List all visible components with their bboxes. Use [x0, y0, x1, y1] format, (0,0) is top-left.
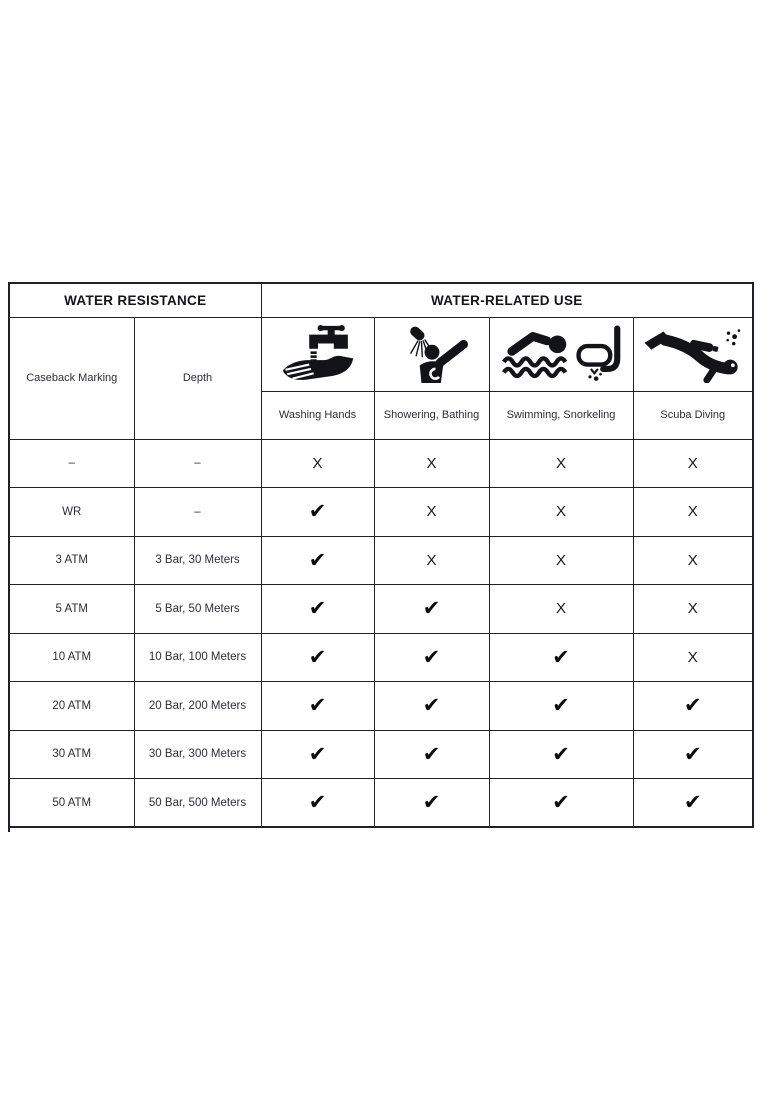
showering-bathing-icon-cell [374, 317, 489, 391]
scuba-diving-mark-cell: X [633, 585, 753, 634]
depth-cell: – [134, 488, 261, 537]
washing-hands-mark-cell: ✔ [261, 633, 374, 682]
depth-cell: 5 Bar, 50 Meters [134, 585, 261, 634]
scuba-diving-mark-cell: X [633, 536, 753, 585]
caseback-marking-cell: WR [9, 488, 134, 537]
showering-bathing-mark-cell: ✔ [374, 682, 489, 731]
washing-hands-icon-cell [261, 317, 374, 391]
swimming-snorkeling-icon-cell [489, 317, 633, 391]
swimming-snorkeling-mark-cell: X [489, 536, 633, 585]
swimming-snorkeling-mark-cell: X [489, 439, 633, 488]
washing-hands-mark-cell: ✔ [261, 488, 374, 537]
showering-bathing-mark-cell: ✔ [374, 730, 489, 779]
depth-cell: 20 Bar, 200 Meters [134, 682, 261, 731]
washing-hands-mark-cell: ✔ [261, 585, 374, 634]
scuba-diving-mark-cell: X [633, 633, 753, 682]
showering-bathing-mark-cell: X [374, 536, 489, 585]
table-row [9, 779, 753, 828]
icon-row [9, 317, 753, 391]
caseback-marking-cell: 30 ATM [9, 730, 134, 779]
swimming-snorkeling-mark-cell: ✔ [489, 779, 633, 828]
depth-cell: 10 Bar, 100 Meters [134, 633, 261, 682]
depth-cell: 3 Bar, 30 Meters [134, 536, 261, 585]
caseback-marking-cell: 50 ATM [9, 779, 134, 828]
washing-hands-mark-cell: X [261, 439, 374, 488]
water-related-use-header: WATER-RELATED USE [261, 283, 753, 317]
scuba-diving-mark-cell: X [633, 488, 753, 537]
showering-bathing-label: Showering, Bathing [374, 391, 489, 439]
swimming-snorkeling-mark-cell: ✔ [489, 633, 633, 682]
water-resistance-header: WATER RESISTANCE [9, 283, 261, 317]
table-bottom-left-border-stub [8, 826, 10, 832]
caseback-marking-cell: 5 ATM [9, 585, 134, 634]
depth-cell: 50 Bar, 500 Meters [134, 779, 261, 828]
washing-hands-label: Washing Hands [261, 391, 374, 439]
scuba-diving-mark-cell: ✔ [633, 682, 753, 731]
caseback-marking-cell: 10 ATM [9, 633, 134, 682]
showering-bathing-mark-cell: X [374, 488, 489, 537]
washing-hands-icon [274, 325, 362, 383]
washing-hands-mark-cell: ✔ [261, 682, 374, 731]
swimming-snorkeling-mark-cell: X [489, 488, 633, 537]
scuba-diving-icon-cell [633, 317, 753, 391]
table-row [9, 439, 753, 488]
caseback-marking-cell: – [9, 439, 134, 488]
scuba-diving-icon [641, 325, 745, 383]
caseback-marking-column-header: Caseback Marking [9, 317, 134, 439]
table-row [9, 585, 753, 634]
showering-bathing-mark-cell: ✔ [374, 633, 489, 682]
showering-bathing-icon [387, 325, 477, 383]
scuba-diving-mark-cell: ✔ [633, 730, 753, 779]
swimming-snorkeling-icon [498, 325, 624, 383]
washing-hands-mark-cell: ✔ [261, 779, 374, 828]
table-row [9, 730, 753, 779]
caseback-marking-cell: 3 ATM [9, 536, 134, 585]
swimming-snorkeling-mark-cell: ✔ [489, 682, 633, 731]
depth-column-header: Depth [134, 317, 261, 439]
table-row [9, 682, 753, 731]
swimming-snorkeling-label: Swimming, Snorkeling [489, 391, 633, 439]
swimming-snorkeling-mark-cell: ✔ [489, 730, 633, 779]
showering-bathing-mark-cell: X [374, 439, 489, 488]
scuba-diving-label: Scuba Diving [633, 391, 753, 439]
scuba-diving-mark-cell: ✔ [633, 779, 753, 828]
depth-cell: – [134, 439, 261, 488]
scuba-diving-mark-cell: X [633, 439, 753, 488]
water-resistance-table [8, 282, 752, 828]
showering-bathing-mark-cell: ✔ [374, 779, 489, 828]
table-header-row [9, 283, 753, 317]
swimming-snorkeling-mark-cell: X [489, 585, 633, 634]
washing-hands-mark-cell: ✔ [261, 536, 374, 585]
depth-cell: 30 Bar, 300 Meters [134, 730, 261, 779]
table-row [9, 633, 753, 682]
table-row [9, 488, 753, 537]
table-row [9, 536, 753, 585]
showering-bathing-mark-cell: ✔ [374, 585, 489, 634]
caseback-marking-cell: 20 ATM [9, 682, 134, 731]
washing-hands-mark-cell: ✔ [261, 730, 374, 779]
